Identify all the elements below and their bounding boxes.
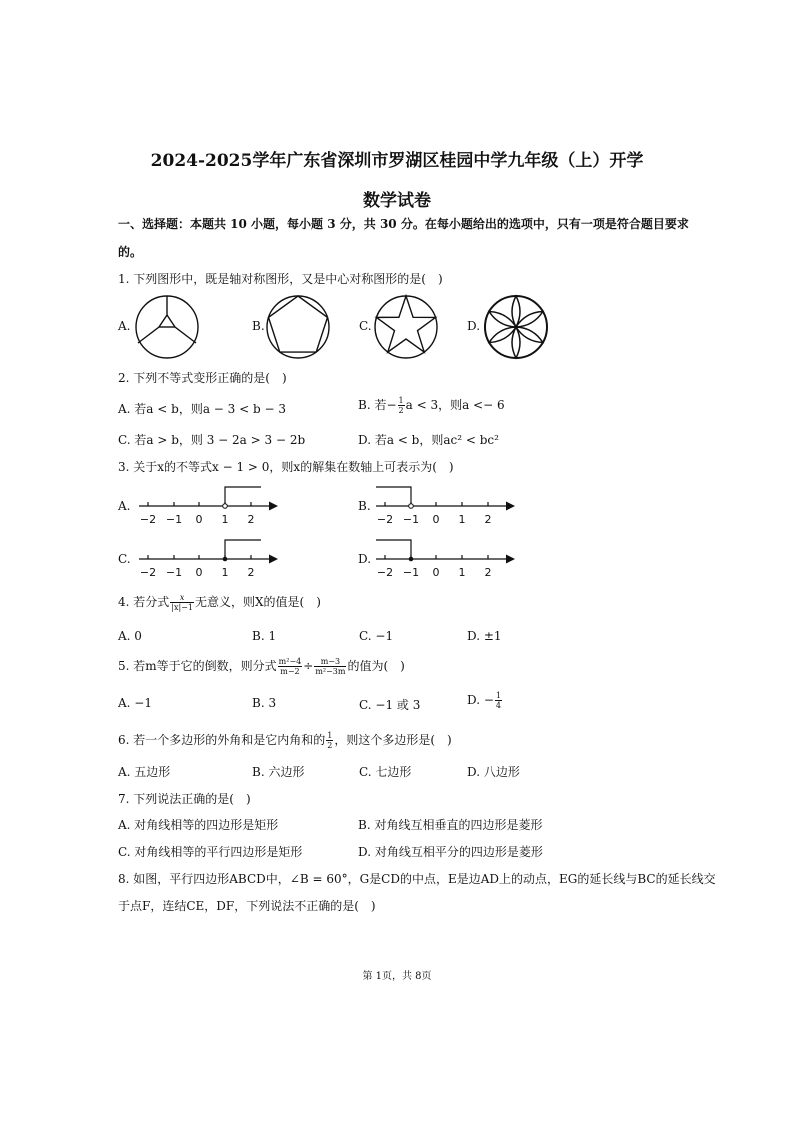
q6-option-c: C. 七边形 <box>359 765 412 779</box>
q4-option-a: A. 0 <box>118 629 142 643</box>
q2-stem: 2. 下列不等式变形正确的是( ) <box>118 371 287 385</box>
q2-option-b: B. 若− $\frac{1}{2}$ a < 3，则a <− 6 <box>358 396 505 415</box>
q3a-tick-label: −2 <box>139 513 157 526</box>
q7-option-d: D. 对角线互相平分的四边形是菱形 <box>358 845 543 859</box>
q3d-tick-label: 1 <box>458 566 466 579</box>
q7-stem: 7. 下列说法正确的是( ) <box>118 792 251 806</box>
q3a-tick-label: 0 <box>195 513 203 526</box>
q3b-tick-label: 1 <box>458 513 466 526</box>
q7-option-a: A. 对角线相等的四边形是矩形 <box>118 818 279 832</box>
section1-heading-cont: 的。 <box>118 245 143 259</box>
exam-title-line1: 2024-2025学年广东省深圳市罗湖区桂园中学九年级（上）开学 <box>150 151 644 171</box>
q1-figure-a <box>133 293 201 361</box>
q2-option-c: C. 若a > b，则 3 − 2a > 3 − 2b <box>118 433 306 447</box>
q3-label-c: C. <box>118 552 131 566</box>
q3c-tick-label: −2 <box>139 566 157 579</box>
q4-option-c: C. −1 <box>359 629 394 643</box>
q3d-tick-label: 2 <box>484 566 492 579</box>
q3b-tick-label: 0 <box>432 513 440 526</box>
q3-label-a: A. <box>118 499 131 513</box>
q3c-tick-label: −1 <box>165 566 183 579</box>
q1-figure-d <box>482 293 550 361</box>
q5-fraction-1: $\frac{\text{m²−4}}{m-2}$ <box>278 657 302 676</box>
q1-label-c: C. <box>359 319 372 333</box>
q3c-tick-label: 2 <box>247 566 255 579</box>
q1-figure-c <box>372 293 440 361</box>
q3d-tick-label: 0 <box>432 566 440 579</box>
q4-fraction: $\frac{x}{|x|-1}$ <box>171 593 193 612</box>
q2-option-a: A. 若a < b，则a − 3 < b − 3 <box>118 402 286 416</box>
q1-figure-b <box>264 293 332 361</box>
q1-stem: 1. 下列图形中，既是轴对称图形，又是中心对称图形的是( ) <box>118 272 443 286</box>
exam-title-line2: 数学试卷 <box>363 191 431 211</box>
q3b-tick-label: 2 <box>484 513 492 526</box>
q4-option-d: D. ±1 <box>467 629 502 643</box>
q3-numberline-b <box>370 484 515 528</box>
q3-label-b: B. <box>358 499 371 513</box>
q3c-tick-label: 1 <box>221 566 229 579</box>
q3c-tick-label: 0 <box>195 566 203 579</box>
q3b-tick-label: −1 <box>402 513 420 526</box>
q1-label-a: A. <box>118 319 131 333</box>
q5-option-b: B. 3 <box>252 696 277 710</box>
q5-stem: 5. 若m等于它的倒数，则分式 $\frac{\text{m²−4}}{m-2}$ ÷ $\frac{m-3}{\text{m²−3m}}$ 的值为( ) <box>118 657 405 676</box>
q3d-tick-label: −1 <box>402 566 420 579</box>
q3a-tick-label: 2 <box>247 513 255 526</box>
q1-label-b: B. <box>252 319 265 333</box>
q5-option-d: D. − $\frac{1}{4}$ <box>467 691 501 710</box>
q3-stem: 3. 关于x的不等式x − 1 > 0，则x的解集在数轴上可表示为( ) <box>118 460 454 474</box>
q2-option-d: D. 若a < b，则ac² < bc² <box>358 433 499 447</box>
q6-stem: 6. 若一个多边形的外角和是它内角和的 $\frac{1}{2}$ ，则这个多边形是( ) <box>118 731 452 750</box>
q3-numberline-d <box>370 537 515 581</box>
q8-stem-line1: 8. 如图，平行四边形ABCD中，∠B = 60°，G是CD的中点，E是边AD上的动点，EG的延长线与BC的延长线交 <box>118 872 716 886</box>
q2-fraction: $\frac{1}{2}$ <box>398 396 404 415</box>
q7-option-b: B. 对角线互相垂直的四边形是菱形 <box>358 818 543 832</box>
q6-fraction: $\frac{1}{2}$ <box>327 731 333 750</box>
q3a-tick-label: 1 <box>221 513 229 526</box>
q3-numberline-a <box>133 484 278 528</box>
q3-label-d: D. <box>358 552 372 566</box>
q4-option-b: B. 1 <box>252 629 277 643</box>
page-footer: 第 1页，共 8页 <box>362 971 432 982</box>
q4-stem: 4. 若分式 $\frac{x}{|x|-1}$ 无意义，则X的值是( ) <box>118 593 321 612</box>
q3d-tick-label: −2 <box>376 566 394 579</box>
q6-option-d: D. 八边形 <box>467 765 520 779</box>
q7-option-c: C. 对角线相等的平行四边形是矩形 <box>118 845 303 859</box>
q5-d-fraction: $\frac{1}{4}$ <box>495 691 501 710</box>
q5-fraction-2: $\frac{m-3}{\text{m²−3m}}$ <box>315 657 346 676</box>
q3a-tick-label: −1 <box>165 513 183 526</box>
q6-option-b: B. 六边形 <box>252 765 305 779</box>
q1-label-d: D. <box>467 319 481 333</box>
q3b-tick-label: −2 <box>376 513 394 526</box>
q8-stem-line2: 于点F，连结CE，DF，下列说法不正确的是( ) <box>118 899 376 913</box>
q5-option-a: A. −1 <box>118 696 152 710</box>
section1-heading: 一、选择题：本题共 10 小题，每小题 3 分，共 30 分。在每小题给出的选项中，只有一项是符合题目要求 <box>118 217 689 231</box>
q3-numberline-c <box>133 537 278 581</box>
q6-option-a: A. 五边形 <box>118 765 171 779</box>
q5-option-c: C. −1 或 3 <box>359 698 421 712</box>
